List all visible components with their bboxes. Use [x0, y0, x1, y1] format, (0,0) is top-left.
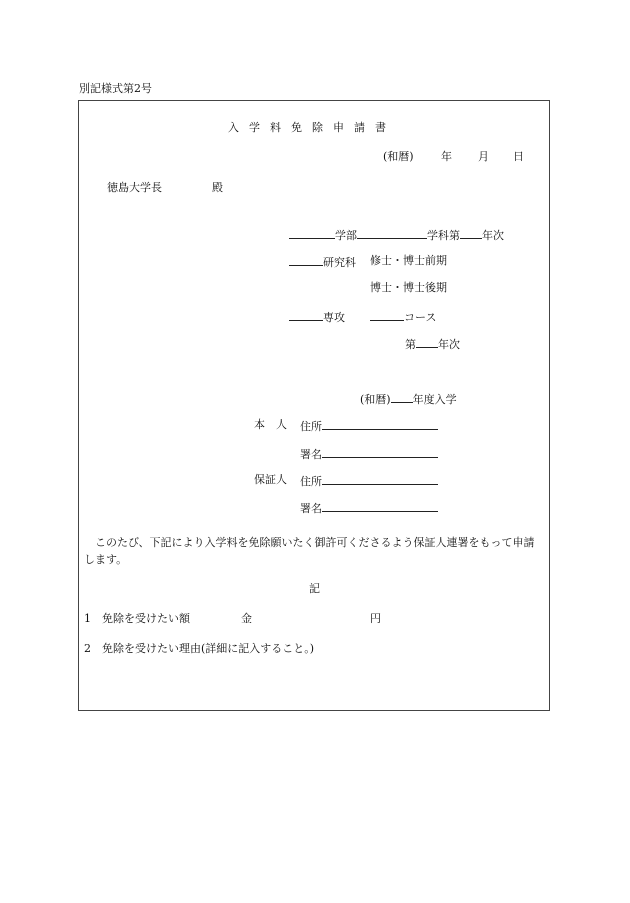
- item-1-prefix: 金: [241, 612, 252, 625]
- admission-era: (和暦): [360, 393, 391, 406]
- date-year: 年: [441, 150, 452, 163]
- graduate-line: [289, 254, 356, 269]
- graduate-school-blank[interactable]: [289, 254, 323, 266]
- department-label: 学科第: [427, 229, 460, 242]
- honorific: 殿: [212, 181, 223, 194]
- guarantor-address-line: [300, 473, 438, 488]
- grade-suffix: 年次: [438, 338, 460, 351]
- recipient: 徳島大学長: [107, 181, 162, 194]
- date-day: 日: [513, 150, 524, 163]
- admission-year-blank[interactable]: [391, 391, 413, 403]
- applicant-address-label: 住所: [300, 420, 322, 433]
- grade-line: [405, 336, 460, 351]
- form-title: 入学料免除申請書: [228, 121, 396, 134]
- year-suffix: 年次: [482, 229, 504, 242]
- faculty-line: [289, 227, 504, 242]
- year-blank[interactable]: [460, 227, 482, 239]
- department-blank[interactable]: [357, 227, 427, 239]
- item-1-label: 免除を受けたい額: [102, 612, 190, 625]
- statement: このたび、下記により入学料を免除願いたく御許可くださるよう保証人連署をもって申請します。: [84, 536, 535, 566]
- item-1-number: 1: [84, 612, 91, 625]
- grade-blank[interactable]: [416, 336, 438, 348]
- guarantor-address-field[interactable]: [322, 473, 438, 485]
- applicant-label: 本 人: [254, 418, 287, 431]
- date-month: 月: [478, 150, 489, 163]
- guarantor-label: 保証人: [254, 473, 287, 486]
- applicant-address-line: [300, 418, 438, 433]
- major-line: [289, 309, 345, 324]
- course-line: [370, 309, 436, 324]
- doctor-later: 博士・博士後期: [370, 281, 447, 294]
- major-label: 専攻: [323, 311, 345, 324]
- admission-label: 年度入学: [412, 393, 457, 406]
- guarantor-signature-field[interactable]: [322, 500, 438, 512]
- course-blank[interactable]: [370, 309, 404, 321]
- applicant-signature-label: 署名: [300, 448, 322, 461]
- master-doctor-first: 修士・博士前期: [370, 254, 447, 267]
- item-1-suffix: 円: [370, 612, 381, 625]
- faculty-blank[interactable]: [289, 227, 335, 239]
- course-label: コース: [404, 311, 437, 324]
- date-era: (和暦): [383, 150, 414, 163]
- item-2-number: 2: [84, 642, 91, 655]
- faculty-label: 学部: [335, 229, 357, 242]
- applicant-signature-field[interactable]: [322, 446, 438, 458]
- major-blank[interactable]: [289, 309, 323, 321]
- applicant-signature-line: [300, 446, 438, 461]
- grade-prefix: 第: [405, 338, 416, 351]
- form-number: 別記様式第2号: [79, 82, 152, 95]
- admission-line: [360, 391, 457, 406]
- guarantor-signature-label: 署名: [300, 502, 322, 515]
- notes-heading: 記: [309, 582, 320, 595]
- graduate-school-label: 研究科: [323, 256, 356, 269]
- guarantor-address-label: 住所: [300, 475, 322, 488]
- item-2-label: 免除を受けたい理由(詳細に記入すること。): [102, 642, 315, 655]
- applicant-address-field[interactable]: [322, 418, 438, 430]
- guarantor-signature-line: [300, 500, 438, 515]
